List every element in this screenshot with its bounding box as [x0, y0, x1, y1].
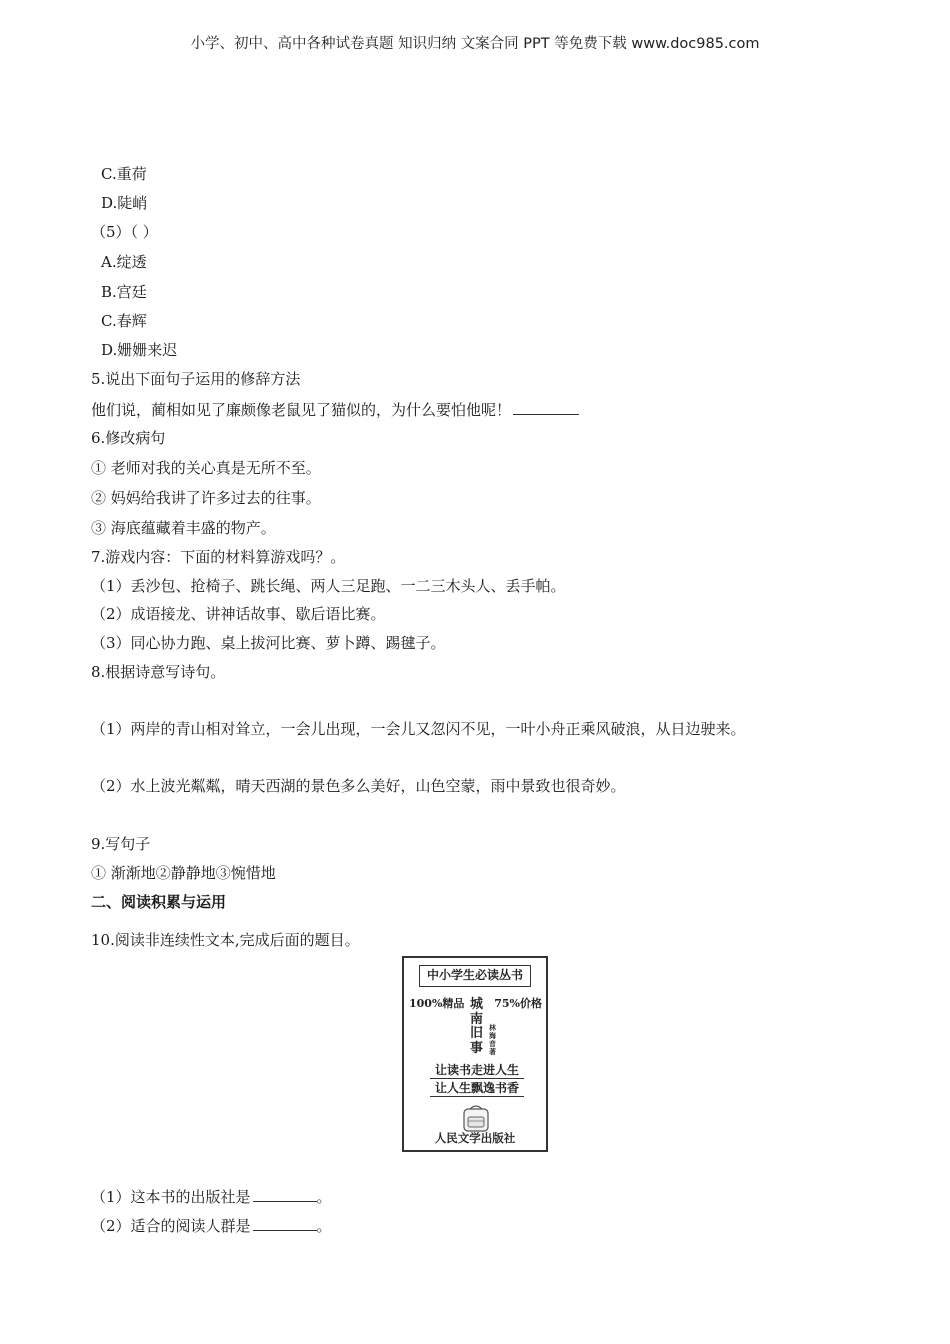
page-header: 小学、初中、高中各种试卷真题 知识归纳 文案合同 PPT 等免费下载 www.doc985.com: [190, 36, 760, 52]
cover-price: 75%价格: [494, 997, 542, 1010]
cover-publisher: 人民文学出版社: [434, 1131, 516, 1145]
cover-title: 城南旧事: [470, 997, 484, 1056]
sub-question-5: （5）（ ）: [91, 223, 158, 241]
question-10-title: 10.阅读非连续性文本,完成后面的题目。: [91, 931, 360, 949]
cover-series: 中小学生必读丛书: [419, 965, 531, 987]
question-10-sub-2-text: （2）适合的阅读人群是: [91, 1217, 251, 1235]
option-c5: C.春辉: [101, 312, 147, 330]
cover-quality: 100%精品: [409, 997, 465, 1010]
option-c: C.重荷: [101, 165, 147, 183]
question-10-sub-1-text: （1）这本书的出版社是: [91, 1188, 251, 1206]
option-d: D.陡峭: [101, 194, 148, 212]
question-7-title: 7.游戏内容：下面的材料算游戏吗？。: [91, 548, 346, 566]
answer-blank[interactable]: [253, 1187, 317, 1202]
option-b5: B.宫廷: [101, 283, 147, 301]
question-10-sub-2: [91, 1216, 332, 1236]
end-mark: 。: [316, 1217, 332, 1235]
end-mark: 。: [316, 1188, 332, 1206]
question-6-title: 6.修改病句: [91, 429, 166, 447]
answer-blank[interactable]: [253, 1216, 317, 1231]
question-7-item-1: （1）丢沙包、抢椅子、跳长绳、两人三足跑、一二三木头人、丢手帕。: [91, 577, 566, 595]
question-5-title: 5.说出下面句子运用的修辞方法: [91, 370, 301, 388]
question-8-item-2: （2）水上波光粼粼，晴天西湖的景色多么美好，山色空蒙，雨中景致也很奇妙。: [91, 777, 626, 795]
option-d5: D.姗姗来迟: [101, 341, 178, 359]
backpack-icon: [456, 1103, 496, 1133]
question-7-item-2: （2）成语接龙、讲神话故事、歇后语比赛。: [91, 605, 386, 623]
section-2-heading: 二、阅读积累与运用: [91, 893, 227, 911]
question-6-item-1: ① 老师对我的关心真是无所不至。: [91, 459, 321, 477]
question-6-item-3: ③ 海底蕴藏着丰盛的物产。: [91, 519, 276, 537]
question-8-title: 8.根据诗意写诗句。: [91, 663, 226, 681]
book-cover-image: [402, 956, 548, 1152]
question-6-item-2: ② 妈妈给我讲了许多过去的往事。: [91, 489, 321, 507]
question-7-item-3: （3）同心协力跑、桌上拔河比赛、萝卜蹲、踢毽子。: [91, 634, 446, 652]
question-8-item-1: （1）两岸的青山相对耸立，一会儿出现，一会儿又忽闪不见，一叶小舟正乘风破浪，从日边驶来。: [91, 720, 746, 738]
answer-blank[interactable]: [513, 400, 579, 415]
cover-slogan-2: 让人生飘逸书香: [430, 1081, 524, 1097]
option-a5: A.绽透: [101, 253, 147, 271]
question-5-sentence: [91, 400, 579, 420]
question-10-sub-1: [91, 1187, 332, 1207]
cover-author: 林海音著: [489, 1023, 496, 1056]
question-5-text: 他们说，蔺相如见了廉颇像老鼠见了猫似的，为什么要怕他呢！: [91, 401, 512, 419]
cover-slogan-1: 让读书走进人生: [430, 1063, 524, 1079]
question-9-title: 9.写句子: [91, 835, 151, 853]
question-9-words: ① 渐渐地②静静地③惋惜地: [91, 864, 276, 882]
